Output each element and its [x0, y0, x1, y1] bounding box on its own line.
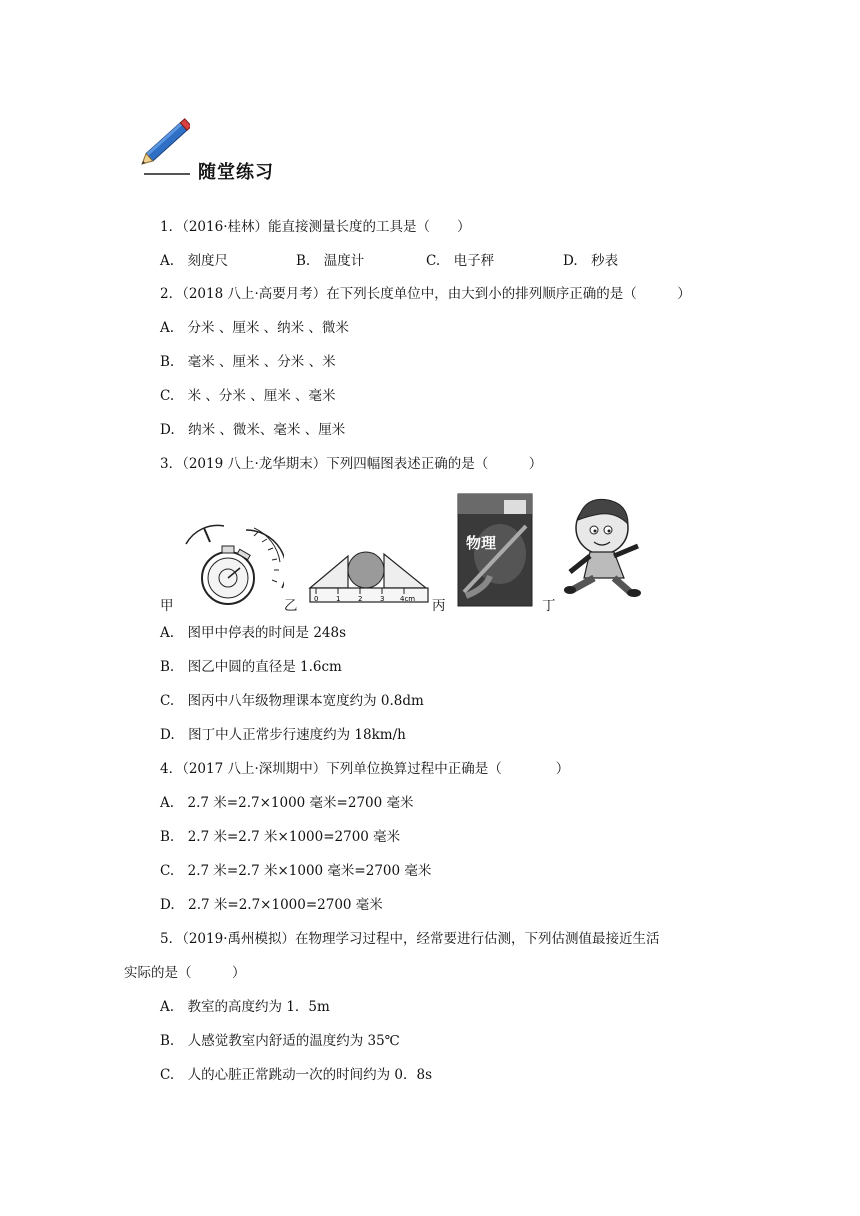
section-title: 随堂练习 [198, 162, 274, 183]
q3-option-d: D. 图丁中人正常步行速度约为 18km/h [160, 727, 406, 743]
svg-text:0: 0 [314, 595, 319, 603]
q2-option-a: A. 分米 、厘米 、纳米 、微米 [160, 320, 349, 336]
figure-label-yi: 乙 [284, 598, 298, 614]
q2-option-d: D. 纳米 、微米、毫米 、厘米 [160, 422, 346, 438]
q5-stem-line2: 实际的是（ ） [124, 965, 246, 981]
q1-option-d: D. 秒表 [563, 253, 619, 269]
section-header [136, 118, 436, 188]
q3-stem: 3．（2019 八上·龙华期末）下列四幅图表述正确的是（ ） [160, 456, 543, 472]
q1-stem: 1．（2016·桂林）能直接测量长度的工具是（ ） [160, 219, 471, 235]
textbook-figure [456, 492, 534, 608]
q5-option-b: B. 人感觉教室内舒适的温度约为 35℃ [160, 1033, 400, 1049]
q3-option-c: C. 图丙中八年级物理课本宽度约为 0.8dm [160, 693, 424, 709]
stopwatch-figure [184, 522, 284, 608]
q2-stem: 2．（2018 八上·高要月考）在下列长度单位中，由大到小的排列顺序正确的是（ ） [160, 286, 691, 302]
svg-text:2: 2 [358, 595, 363, 603]
q1-options [160, 252, 760, 270]
q2-option-b: B. 毫米 、厘米 、分米 、米 [160, 354, 336, 370]
q3-option-b: B. 图乙中圆的直径是 1.6cm [160, 659, 342, 675]
header-rule [144, 173, 190, 175]
q4-stem: 4．（2017 八上·深圳期中）下列单位换算过程中正确是（ ） [160, 761, 570, 777]
q1-option-a: A. 刻度尺 [160, 253, 229, 269]
figure-label-bing: 丙 [432, 598, 446, 614]
pencil-icon [136, 118, 190, 170]
q4-option-a: A. 2.7 米=2.7×1000 毫米=2700 毫米 [160, 795, 414, 811]
svg-text:1: 1 [336, 595, 341, 603]
q5-stem-line1: 5．（2019·禹州模拟）在物理学习过程中，经常要进行估测，下列估测值最接近生活 [160, 931, 660, 947]
svg-text:4cm: 4cm [400, 595, 416, 603]
q3-figures [160, 488, 660, 614]
q4-option-c: C. 2.7 米=2.7 米×1000 毫米=2700 毫米 [160, 863, 432, 879]
ruler-circle-figure [308, 540, 432, 606]
q1-option-c: C. 电子秤 [426, 253, 495, 269]
walking-boy-figure [564, 494, 650, 598]
figure-label-jia: 甲 [160, 598, 174, 614]
q2-option-c: C. 米 、分米 、厘米 、毫米 [160, 388, 336, 404]
q4-option-b: B. 2.7 米=2.7 米×1000=2700 毫米 [160, 829, 401, 845]
svg-text:3: 3 [380, 595, 385, 603]
figure-label-ding: 丁 [542, 598, 556, 614]
q4-option-d: D. 2.7 米=2.7×1000=2700 毫米 [160, 897, 383, 913]
q5-option-a: A. 教室的高度约为 1．5m [160, 999, 330, 1015]
book-cover-title: 物理 [466, 534, 497, 552]
q1-option-b: B. 温度计 [296, 253, 365, 269]
q3-option-a: A. 图甲中停表的时间是 248s [160, 625, 347, 641]
q5-option-c: C. 人的心脏正常跳动一次的时间约为 0．8s [160, 1067, 433, 1083]
